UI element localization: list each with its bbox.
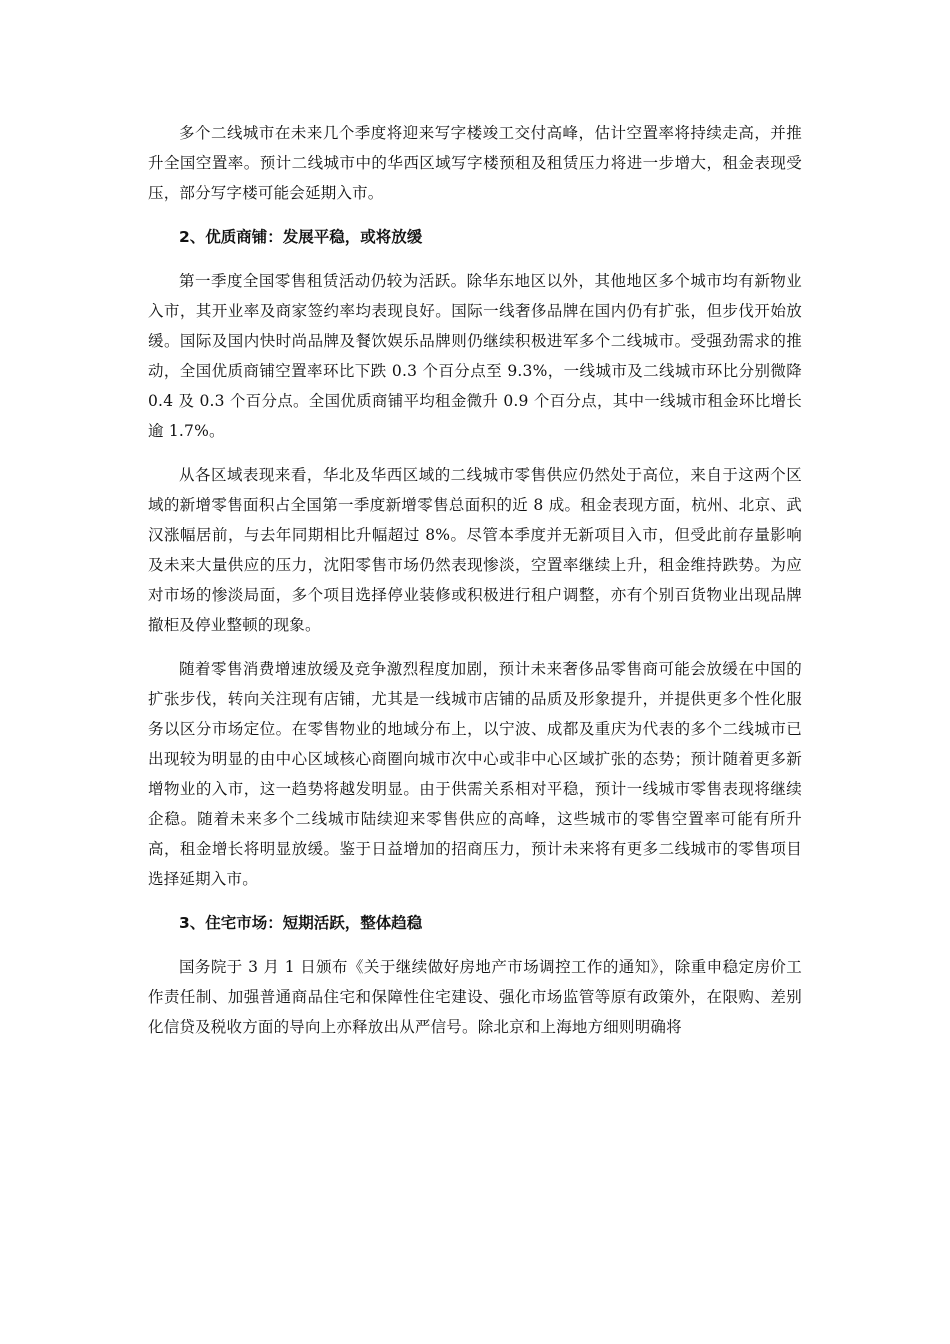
paragraph-retail-leasing: 第一季度全国零售租赁活动仍较为活跃。除华东地区以外，其他地区多个城市均有新物业入市，其开业率及商家签约率均表现良好。国际一线奢侈品牌在国内仍有扩张，但步伐开始放缓。国际及国内快时尚品牌及餐饮娱乐品牌则仍继续积极进军多个二线城市。受强劲需求的推动，全国优质商铺空置率环比下跌 0.3 个百分点至 9.3%，一线城市及二线城市环比分别微降 0.4 及 0.3 个百分点。全国优质商铺平均租金微升 0.9 个百分点，其中一线城市租金环比增长逾 1.7%。 xyxy=(148,272,802,440)
paragraph-residential-policy: 国务院于 3 月 1 日颁布《关于继续做好房地产市场调控工作的通知》，除重申稳定房价工作责任制、加强普通商品住宅和保障性住宅建设、强化市场监管等原有政策外，在限购、差别化信贷及税收方面的导向上亦释放出从严信号。除北京和上海地方细则明确将 xyxy=(148,958,802,1036)
paragraph-office-outlook: 多个二线城市在未来几个季度将迎来写字楼竣工交付高峰，估计空置率将持续走高，并推升全国空置率。预计二线城市中的华西区域写字楼预租及租赁压力将进一步增大，租金表现受压，部分写字楼可能会延期入市。 xyxy=(148,124,802,202)
paragraph-retail-outlook: 随着零售消费增速放缓及竞争激烈程度加剧，预计未来奢侈品零售商可能会放缓在中国的扩张步伐，转向关注现有店铺，尤其是一线城市店铺的品质及形象提升，并提供更多个性化服务以区分市场定位。在零售物业的地域分布上，以宁波、成都及重庆为代表的多个二线城市已出现较为明显的由中心区域核心商圈向城市次中心或非中心区域扩张的态势；预计随着更多新增物业的入市，这一趋势将越发明显。由于供需关系相对平稳，预计一线城市零售表现将继续企稳。随着未来多个二线城市陆续迎来零售供应的高峰，这些城市的零售空置率可能有所升高，租金增长将明显放缓。鉴于日益增加的招商压力，预计未来将有更多二线城市的零售项目选择延期入市。 xyxy=(148,660,802,888)
document-page xyxy=(148,118,802,1056)
section-heading-residential: 3、住宅市场：短期活跃，整体趋稳 xyxy=(179,914,423,932)
section-heading-retail: 2、优质商铺：发展平稳，或将放缓 xyxy=(179,228,423,246)
paragraph-regional-performance: 从各区域表现来看，华北及华西区域的二线城市零售供应仍然处于高位，来自于这两个区域的新增零售面积占全国第一季度新增零售总面积的近 8 成。租金表现方面，杭州、北京、武汉涨幅居前，与去年同期相比升幅超过 8%。尽管本季度并无新项目入市，但受此前存量影响及未来大量供应的压力，沈阳零售市场仍然表现惨淡，空置率继续上升，租金维持跌势。为应对市场的惨淡局面，多个项目选择停业装修或积极进行租户调整，亦有个别百货物业出现品牌撤柜及停业整顿的现象。 xyxy=(148,466,802,634)
